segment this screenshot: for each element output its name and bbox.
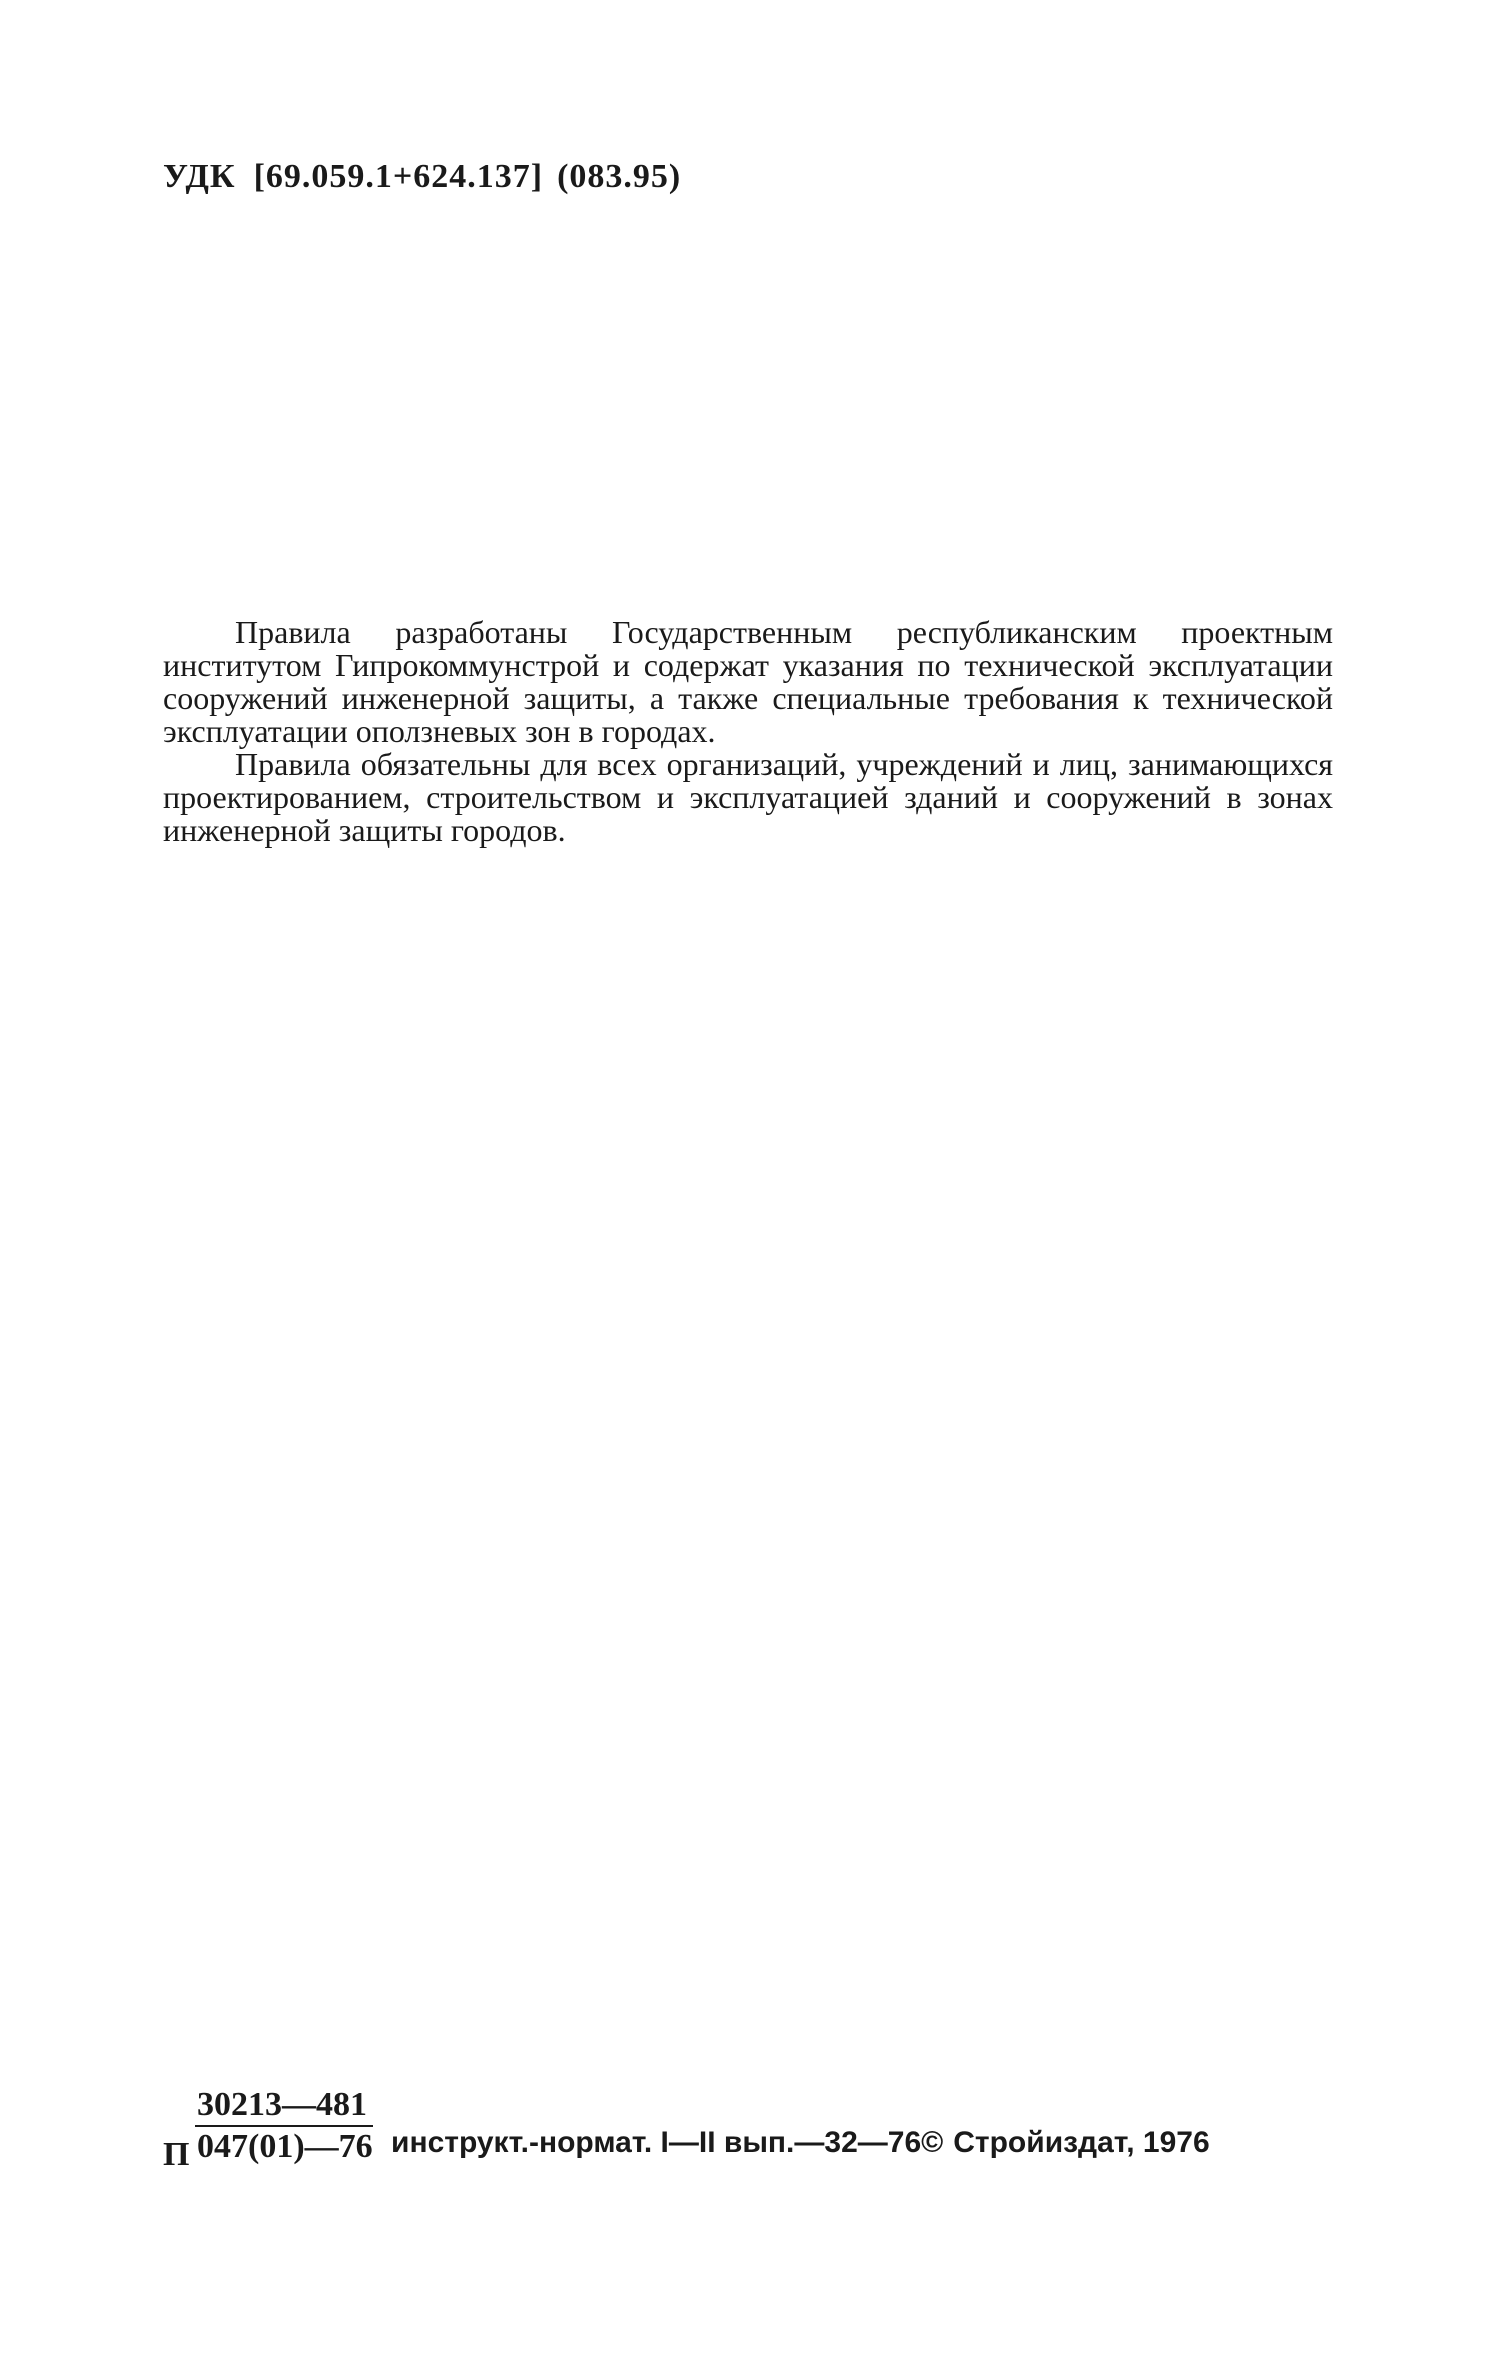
- imprint-details: инструкт.-нормат. I—II вып.—32—76: [391, 2126, 922, 2159]
- annotation-block: [163, 616, 1333, 847]
- copyright-icon: ©: [921, 2126, 944, 2159]
- udk-label: УДК: [163, 158, 236, 195]
- annotation-paragraph: Правила разработаны Государственным республиканским проектным институтом Гипрокоммунстрой и содержат указания по технической эксплуатации сооружений инженерной защиты, а также специальные требования к технической эксплуатации оползневых зон в городах.: [163, 614, 1333, 749]
- imprint-denominator: 047(01)—76: [197, 2128, 373, 2165]
- imprint-letter: П: [163, 2136, 190, 2173]
- udk-classification: [163, 158, 681, 196]
- imprint-publisher: Стройиздат, 1976: [953, 2126, 1210, 2159]
- udk-code-primary: [69.059.1+624.137]: [253, 158, 544, 195]
- imprint-index-fraction: [195, 2085, 373, 2167]
- imprint-details-line: [391, 2126, 1210, 2160]
- udk-code-secondary: (083.95): [557, 158, 682, 195]
- imprint-line: [163, 2085, 1343, 2173]
- annotation-paragraph: Правила обязательны для всех организаций, учреждений и лиц, занимающихся проектированием, строительством и эксплуатацией зданий и сооружений в зонах инженерной защиты городов.: [163, 746, 1333, 848]
- imprint-numerator: 30213—481: [195, 2085, 373, 2127]
